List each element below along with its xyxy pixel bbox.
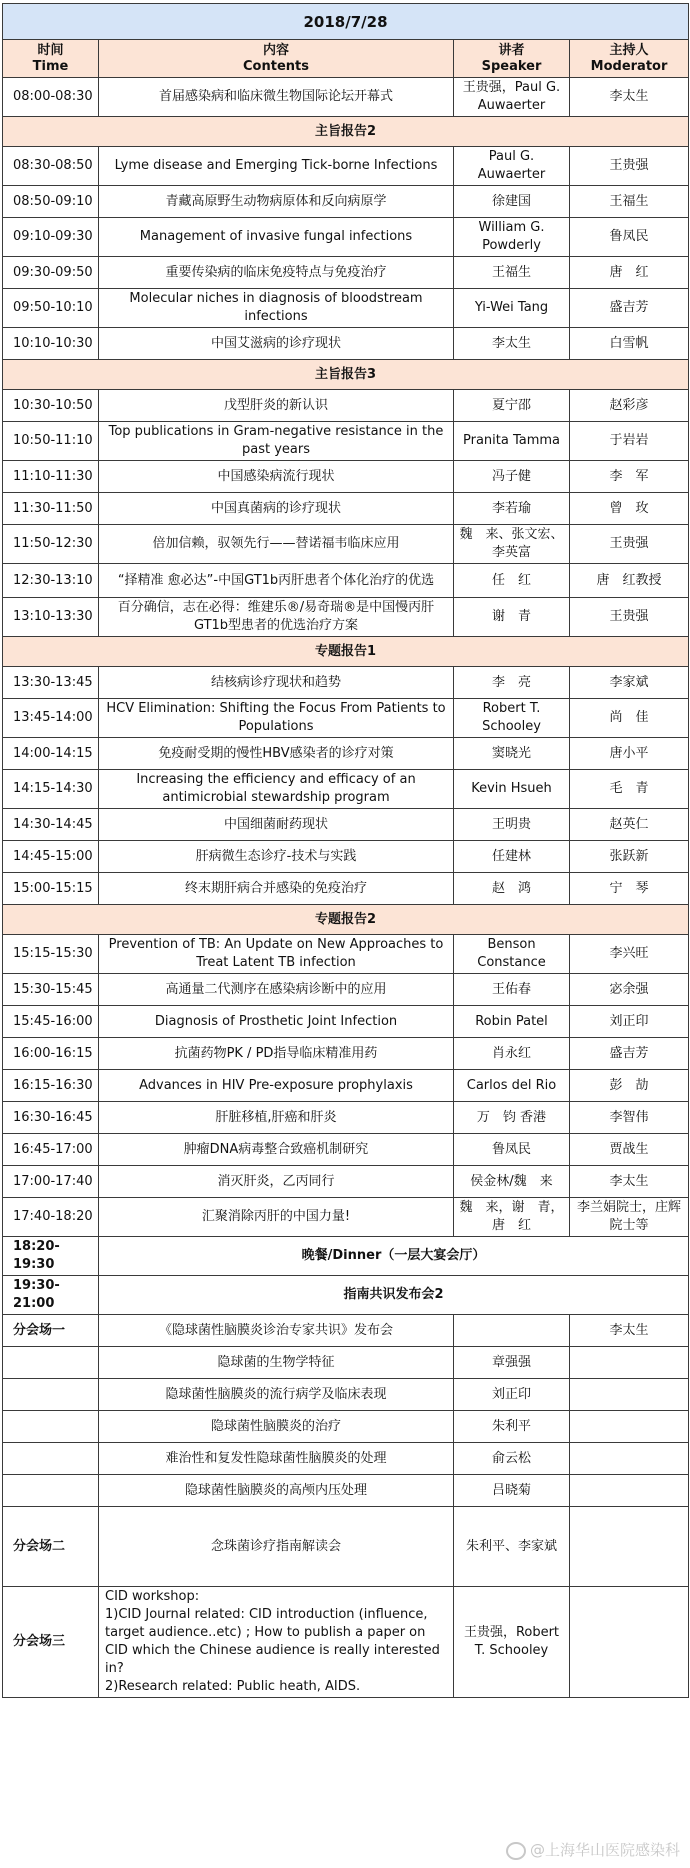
agenda-row	[3, 493, 689, 525]
agenda-row	[3, 186, 689, 218]
speaker-cell: 鲁凤民	[454, 1134, 570, 1166]
moderator-cell: 刘正印	[570, 1006, 689, 1038]
time-cell: 16:30-16:45	[3, 1102, 99, 1134]
time-cell	[3, 1475, 99, 1507]
time-cell: 19:30-21:00	[3, 1276, 99, 1315]
agenda-row	[3, 461, 689, 493]
time-cell: 分会场三	[3, 1587, 99, 1698]
speaker-cell: Paul G. Auwaerter	[454, 147, 570, 186]
moderator-cell: 盛吉芳	[570, 1038, 689, 1070]
section-title: 主旨报告3	[3, 360, 689, 390]
speaker-cell: 冯子健	[454, 461, 570, 493]
contents-cell: Lyme disease and Emerging Tick-borne Infections	[99, 147, 454, 186]
speaker-cell: 夏宁邵	[454, 390, 570, 422]
speaker-cell: 万 钧 香港	[454, 1102, 570, 1134]
moderator-cell	[570, 1379, 689, 1411]
time-cell: 08:00-08:30	[3, 78, 99, 117]
agenda-row	[3, 564, 689, 598]
time-cell: 15:15-15:30	[3, 935, 99, 974]
contents-cell: CID workshop: 1)CID Journal related: CID introduction (influence, target audience..etc) ; How to publish a paper on CID which the Chinese audience is really interested in? 2)Research related: Public heath, AIDS.	[99, 1587, 454, 1698]
agenda-row	[3, 289, 689, 328]
contents-cell: 汇聚消除丙肝的中国力量!	[99, 1198, 454, 1237]
moderator-cell	[570, 1443, 689, 1475]
contents-cell: Top publications in Gram-negative resistance in the past years	[99, 422, 454, 461]
speaker-cell: 徐建国	[454, 186, 570, 218]
time-cell: 14:00-14:15	[3, 738, 99, 770]
time-cell: 10:50-11:10	[3, 422, 99, 461]
speaker-cell: 赵 鸿	[454, 873, 570, 905]
contents-cell: 隐球菌性脑膜炎的治疗	[99, 1411, 454, 1443]
contents-cell: 青藏高原野生动物病原体和反向病原学	[99, 186, 454, 218]
agenda-row	[3, 873, 689, 905]
contents-cell: 中国细菌耐药现状	[99, 809, 454, 841]
time-cell: 10:10-10:30	[3, 328, 99, 360]
moderator-cell: 李 军	[570, 461, 689, 493]
moderator-cell: 唐 红	[570, 257, 689, 289]
time-cell: 11:30-11:50	[3, 493, 99, 525]
agenda-row	[3, 525, 689, 564]
time-cell: 08:50-09:10	[3, 186, 99, 218]
header-moderator-zh: 主持人	[609, 42, 649, 58]
speaker-cell: 任建林	[454, 841, 570, 873]
moderator-cell: 李太生	[570, 78, 689, 117]
moderator-cell: 尚 佳	[570, 699, 689, 738]
contents-cell: 高通量二代测序在感染病诊断中的应用	[99, 974, 454, 1006]
moderator-cell: 赵彩彦	[570, 390, 689, 422]
moderator-cell: 李太生	[570, 1315, 689, 1347]
moderator-cell: 贾战生	[570, 1134, 689, 1166]
time-cell: 08:30-08:50	[3, 147, 99, 186]
agenda-row	[3, 218, 689, 257]
agenda-row	[3, 1443, 689, 1475]
speaker-cell: 王佑春	[454, 974, 570, 1006]
contents-cell: 中国艾滋病的诊疗现状	[99, 328, 454, 360]
speaker-cell: 俞云松	[454, 1443, 570, 1475]
moderator-cell: 李太生	[570, 1166, 689, 1198]
contents-cell: 《隐球菌性脑膜炎诊治专家共识》发布会	[99, 1315, 454, 1347]
header-time	[3, 40, 99, 78]
agenda-row	[3, 257, 689, 289]
header-speaker	[454, 40, 570, 78]
agenda-row	[3, 699, 689, 738]
section-row	[3, 117, 689, 147]
agenda-row	[3, 1198, 689, 1237]
contents-cell: HCV Elimination: Shifting the Focus From Patients to Populations	[99, 699, 454, 738]
watermark-text: @上海华山医院感染科	[529, 1841, 680, 1859]
section-title: 主旨报告2	[3, 117, 689, 147]
section-row	[3, 905, 689, 935]
moderator-cell: 鲁凤民	[570, 218, 689, 257]
time-cell: 14:45-15:00	[3, 841, 99, 873]
contents-cell: 隐球菌的生物学特征	[99, 1347, 454, 1379]
time-cell: 10:30-10:50	[3, 390, 99, 422]
speaker-cell: 魏 来、张文宏、李英富	[454, 525, 570, 564]
agenda-row	[3, 1347, 689, 1379]
agenda-row	[3, 1038, 689, 1070]
moderator-cell: 李家斌	[570, 667, 689, 699]
contents-cell: 隐球菌性脑膜炎的流行病学及临床表现	[99, 1379, 454, 1411]
header-contents	[99, 40, 454, 78]
moderator-cell: 赵英仁	[570, 809, 689, 841]
header-moderator-en: Moderator	[590, 58, 668, 74]
moderator-cell: 王贵强	[570, 147, 689, 186]
agenda-row	[3, 841, 689, 873]
moderator-cell	[570, 1475, 689, 1507]
time-cell: 分会场一	[3, 1315, 99, 1347]
agenda-row	[3, 1411, 689, 1443]
header-speaker-zh: 讲者	[498, 42, 525, 58]
moderator-cell: 毛 青	[570, 770, 689, 809]
speaker-cell: 王贵强，Paul G. Auwaerter	[454, 78, 570, 117]
contents-cell: 抗菌药物PK / PD指导临床精准用药	[99, 1038, 454, 1070]
speaker-cell: 魏 来，谢 青，唐 红	[454, 1198, 570, 1237]
header-speaker-en: Speaker	[481, 58, 542, 74]
speaker-cell: Yi-Wei Tang	[454, 289, 570, 328]
date-cell: 2018/7/28	[3, 4, 689, 40]
time-cell: 15:45-16:00	[3, 1006, 99, 1038]
time-cell: 分会场二	[3, 1507, 99, 1587]
agenda-row	[3, 422, 689, 461]
contents-cell: Management of invasive fungal infections	[99, 218, 454, 257]
header-time-en: Time	[32, 58, 69, 74]
time-cell: 16:00-16:15	[3, 1038, 99, 1070]
speaker-cell: Robert T. Schooley	[454, 699, 570, 738]
agenda-row	[3, 1070, 689, 1102]
contents-cell: 百分确信，志在必得：维建乐®/易奇瑞®是中国慢丙肝GT1b型患者的优选治疗方案	[99, 598, 454, 637]
speaker-cell: 王贵强，Robert T. Schooley	[454, 1587, 570, 1698]
speaker-cell: 谢 青	[454, 598, 570, 637]
moderator-cell: 王福生	[570, 186, 689, 218]
time-cell: 09:10-09:30	[3, 218, 99, 257]
moderator-cell	[570, 1411, 689, 1443]
agenda-row	[3, 1006, 689, 1038]
agenda-row	[3, 1134, 689, 1166]
contents-cell: 首届感染病和临床微生物国际论坛开幕式	[99, 78, 454, 117]
speaker-cell: 吕晓菊	[454, 1475, 570, 1507]
contents-cell: Diagnosis of Prosthetic Joint Infection	[99, 1006, 454, 1038]
time-cell: 11:10-11:30	[3, 461, 99, 493]
agenda-row	[3, 770, 689, 809]
agenda-row	[3, 809, 689, 841]
contents-cell: 终末期肝病合并感染的免疫治疗	[99, 873, 454, 905]
agenda-row	[3, 1475, 689, 1507]
speaker-cell: 王福生	[454, 257, 570, 289]
contents-cell: 消灭肝炎，乙丙同行	[99, 1166, 454, 1198]
speaker-cell: 肖永红	[454, 1038, 570, 1070]
speaker-cell	[454, 1315, 570, 1347]
contents-cell: 难治性和复发性隐球菌性脑膜炎的处理	[99, 1443, 454, 1475]
contents-cell: 中国真菌病的诊疗现状	[99, 493, 454, 525]
time-cell: 12:30-13:10	[3, 564, 99, 598]
contents-cell: “择精准 愈必达”-中国GT1b丙肝患者个体化治疗的优选	[99, 564, 454, 598]
contents-cell: 重要传染病的临床免疫特点与免疫治疗	[99, 257, 454, 289]
time-cell: 15:30-15:45	[3, 974, 99, 1006]
moderator-cell: 李兰娟院士，庄辉院士等	[570, 1198, 689, 1237]
contents-cell: 戊型肝炎的新认识	[99, 390, 454, 422]
agenda-row	[3, 1587, 689, 1698]
moderator-cell	[570, 1347, 689, 1379]
time-cell: 14:30-14:45	[3, 809, 99, 841]
agenda-row	[3, 1102, 689, 1134]
agenda-row	[3, 390, 689, 422]
moderator-cell	[570, 1587, 689, 1698]
contents-cell: 念珠菌诊疗指南解读会	[99, 1507, 454, 1587]
contents-cell: Increasing the efficiency and efficacy of an antimicrobial stewardship program	[99, 770, 454, 809]
agenda-row	[3, 667, 689, 699]
speaker-cell: 王明贵	[454, 809, 570, 841]
time-cell: 15:00-15:15	[3, 873, 99, 905]
date-row	[3, 4, 689, 40]
speaker-cell: Benson Constance	[454, 935, 570, 974]
time-cell: 16:45-17:00	[3, 1134, 99, 1166]
speaker-cell: 窦晓光	[454, 738, 570, 770]
speaker-cell: William G. Powderly	[454, 218, 570, 257]
section-row	[3, 360, 689, 390]
weibo-icon	[506, 1842, 526, 1860]
time-cell: 16:15-16:30	[3, 1070, 99, 1102]
moderator-cell: 唐小平	[570, 738, 689, 770]
moderator-cell: 李兴旺	[570, 935, 689, 974]
special-contents-cell: 晚餐/Dinner（一层大宴会厅）	[99, 1237, 689, 1276]
agenda-row	[3, 974, 689, 1006]
time-cell: 17:40-18:20	[3, 1198, 99, 1237]
agenda-row	[3, 78, 689, 117]
speaker-cell: 李太生	[454, 328, 570, 360]
agenda-row	[3, 738, 689, 770]
time-cell: 11:50-12:30	[3, 525, 99, 564]
contents-cell: Prevention of TB: An Update on New Approaches to Treat Latent TB infection	[99, 935, 454, 974]
header-row	[3, 40, 689, 78]
agenda-row	[3, 1507, 689, 1587]
header-moderator	[570, 40, 689, 78]
moderator-cell: 曾 玫	[570, 493, 689, 525]
moderator-cell: 盛吉芳	[570, 289, 689, 328]
contents-cell: 倍加信赖，驭领先行——替诺福韦临床应用	[99, 525, 454, 564]
contents-cell: 肝病微生态诊疗-技术与实践	[99, 841, 454, 873]
agenda-row	[3, 598, 689, 637]
moderator-cell: 白雪帆	[570, 328, 689, 360]
header-contents-en: Contents	[243, 58, 309, 74]
contents-cell: Advances in HIV Pre-exposure prophylaxis	[99, 1070, 454, 1102]
speaker-cell: Pranita Tamma	[454, 422, 570, 461]
contents-cell: Molecular niches in diagnosis of bloodstream infections	[99, 289, 454, 328]
agenda-row	[3, 1379, 689, 1411]
speaker-cell: 朱利平	[454, 1411, 570, 1443]
special-row	[3, 1276, 689, 1315]
section-title: 专题报告1	[3, 637, 689, 667]
moderator-cell: 王贵强	[570, 598, 689, 637]
time-cell	[3, 1411, 99, 1443]
special-row	[3, 1237, 689, 1276]
special-contents-cell: 指南共识发布会2	[99, 1276, 689, 1315]
time-cell: 13:45-14:00	[3, 699, 99, 738]
moderator-cell: 宁 琴	[570, 873, 689, 905]
moderator-cell: 唐 红教授	[570, 564, 689, 598]
contents-cell: 免疫耐受期的慢性HBV感染者的诊疗对策	[99, 738, 454, 770]
agenda-row	[3, 147, 689, 186]
moderator-cell: 宓余强	[570, 974, 689, 1006]
agenda-row	[3, 935, 689, 974]
agenda-row	[3, 328, 689, 360]
section-title: 专题报告2	[3, 905, 689, 935]
time-cell: 14:15-14:30	[3, 770, 99, 809]
moderator-cell	[570, 1507, 689, 1587]
time-cell	[3, 1443, 99, 1475]
speaker-cell: 任 红	[454, 564, 570, 598]
time-cell: 09:50-10:10	[3, 289, 99, 328]
time-cell: 18:20-19:30	[3, 1237, 99, 1276]
agenda-table	[2, 3, 689, 1698]
contents-cell: 隐球菌性脑膜炎的高颅内压处理	[99, 1475, 454, 1507]
header-contents-zh: 内容	[262, 42, 289, 58]
speaker-cell: 章强强	[454, 1347, 570, 1379]
speaker-cell: Carlos del Rio	[454, 1070, 570, 1102]
contents-cell: 肿瘤DNA病毒整合致癌机制研究	[99, 1134, 454, 1166]
moderator-cell: 王贵强	[570, 525, 689, 564]
moderator-cell: 于岩岩	[570, 422, 689, 461]
speaker-cell: Robin Patel	[454, 1006, 570, 1038]
speaker-cell: 刘正印	[454, 1379, 570, 1411]
speaker-cell: Kevin Hsueh	[454, 770, 570, 809]
moderator-cell: 彭 劼	[570, 1070, 689, 1102]
agenda-sheet	[2, 3, 688, 1698]
section-row	[3, 637, 689, 667]
time-cell: 09:30-09:50	[3, 257, 99, 289]
time-cell	[3, 1347, 99, 1379]
time-cell	[3, 1379, 99, 1411]
agenda-row	[3, 1166, 689, 1198]
agenda-row	[3, 1315, 689, 1347]
time-cell: 13:10-13:30	[3, 598, 99, 637]
speaker-cell: 朱利平、李家斌	[454, 1507, 570, 1587]
contents-cell: 肝脏移植,肝癌和肝炎	[99, 1102, 454, 1134]
time-cell: 17:00-17:40	[3, 1166, 99, 1198]
contents-cell: 结核病诊疗现状和趋势	[99, 667, 454, 699]
moderator-cell: 李智伟	[570, 1102, 689, 1134]
time-cell: 13:30-13:45	[3, 667, 99, 699]
watermark	[506, 1839, 680, 1860]
header-time-zh: 时间	[37, 42, 64, 58]
speaker-cell: 侯金林/魏 来	[454, 1166, 570, 1198]
moderator-cell: 张跃新	[570, 841, 689, 873]
speaker-cell: 李若瑜	[454, 493, 570, 525]
contents-cell: 中国感染病流行现状	[99, 461, 454, 493]
speaker-cell: 李 亮	[454, 667, 570, 699]
